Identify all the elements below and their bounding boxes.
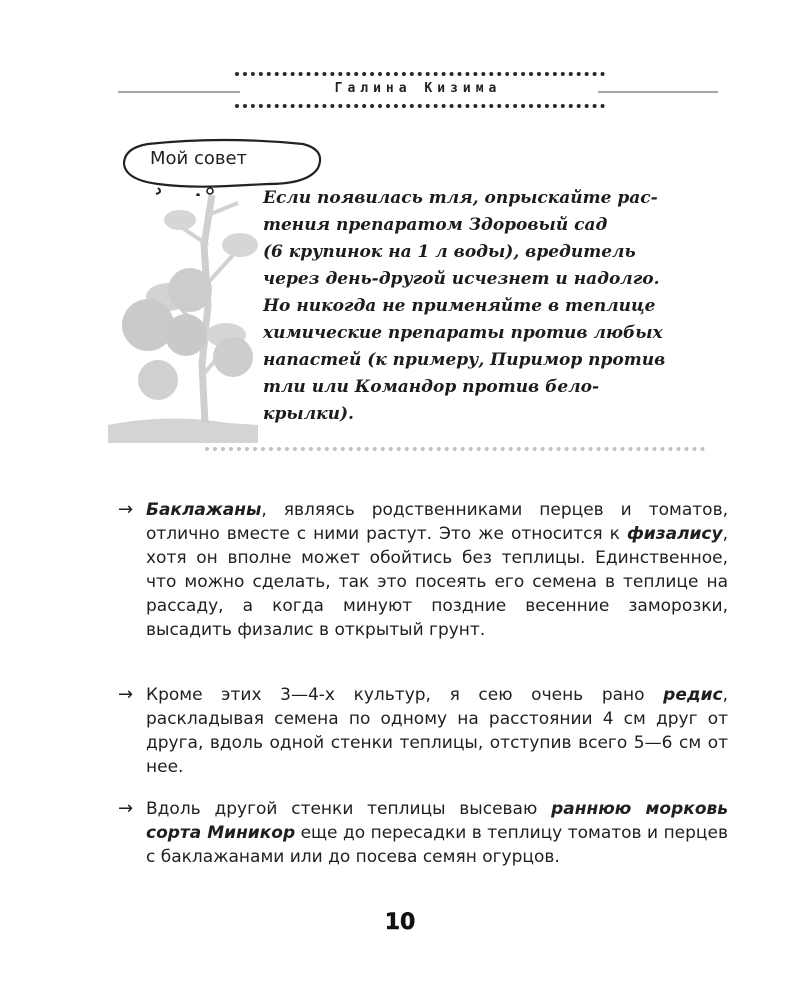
term-eggplant: Баклажаны xyxy=(146,500,262,520)
paragraph-text: , являясь родственниками перцев и томатов, отлично вместе с ними растут. Это же относится к xyxy=(146,500,728,544)
paragraph-text: Вдоль другой стенки теплицы высеваю xyxy=(146,799,552,819)
arrow-icon: → xyxy=(118,684,134,705)
term-radish: редис xyxy=(663,685,723,705)
paragraph-eggplant xyxy=(118,498,728,642)
header-left-rule xyxy=(118,91,240,93)
term-carrot: раннюю морковь сорта Миникор xyxy=(146,799,728,843)
term-physalis: физалису xyxy=(626,524,723,544)
tip-label: Мой совет xyxy=(150,148,248,169)
arrow-icon: → xyxy=(118,798,134,819)
tip-text: Если появилась тля, опрыскайте рас- тения препаратом Здоровый сад (6 крупинок на 1 л воды), вредитель через день-другой исчезнет и надолго. Но никогда не применяйте в теплице химические препараты против любых напастей (к примеру, Пиримор против тли или Командор против бело- крылки). xyxy=(263,188,666,424)
tip-box xyxy=(108,130,708,442)
tip-bottom-dots xyxy=(205,447,705,451)
paragraph-text: Кроме этих 3—4-х культур, я сею очень рано xyxy=(146,685,664,705)
page-number: 10 xyxy=(384,910,416,935)
header-right-rule xyxy=(598,91,718,93)
paragraph-carrot xyxy=(118,797,728,869)
header-top-dots xyxy=(235,72,605,76)
tomato-plant-illustration xyxy=(108,185,258,443)
arrow-icon: → xyxy=(118,499,134,520)
paragraph-radish xyxy=(118,683,728,779)
paragraph-text: еще до пересадки в теплицу томатов и перцев с баклажанами или до посева семян огурцов. xyxy=(146,823,728,867)
paragraph-text: , хотя он вполне может обойтись без теплицы. Единственное, что можно сделать, так это посеять его семена в теплице на рассаду, а когда минуют поздние весенние заморозки, высадить физалис в открытый грунт. xyxy=(146,524,728,640)
paragraph-text: , раскладывая семена по одному на расстоянии 4 см друг от друга, вдоль одной стенки теплицы, отступив всего 5—6 см от нее. xyxy=(146,685,728,777)
header-bottom-dots xyxy=(235,104,605,108)
running-head-author: Галина Кизима xyxy=(334,81,502,96)
